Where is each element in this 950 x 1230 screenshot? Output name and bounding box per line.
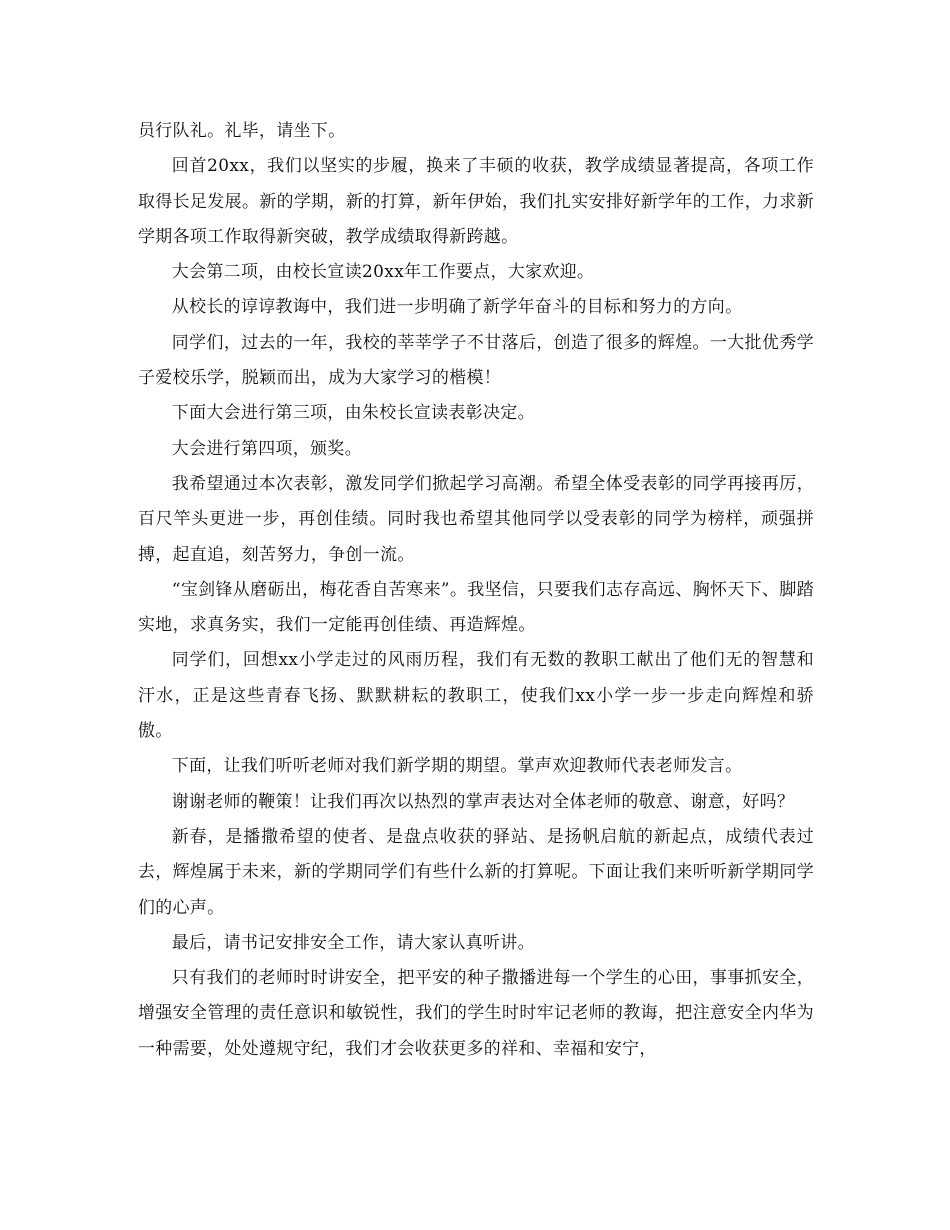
paragraph: 我希望通过本次表彰，激发同学们掀起学习高潮。希望全体受表彰的同学再接再厉，百尺竿头更进一步，再创佳绩。同时我也希望其他同学以受表彰的同学为榜样，顽强拼搏，起直追，刻苦努力，争创一流。 [138,472,814,564]
paragraph: 同学们，回想xx小学走过的风雨历程，我们有无数的教职工献出了他们无的智慧和汗水，正是这些青春飞扬、默默耕耘的教职工，使我们xx小学一步一步走向辉煌和骄傲。 [138,649,814,741]
paragraph: 大会进行第四项，颁奖。 [171,437,362,458]
paragraph: 最后，请书记安排安全工作，请大家认真听讲。 [171,931,535,952]
paragraph: 大会第二项，由校长宣读20xx年工作要点，大家欢迎。 [171,261,595,282]
paragraph: 回首20xx，我们以坚实的步履，换来了丰硕的收获，教学成绩显著提高，各项工作取得长足发展。新的学期，新的打算，新年伊始，我们扎实安排好新学年的工作，力求新学期各项工作取得新突破，教学成绩取得新跨越。 [138,155,814,246]
paragraph: 员行队礼。礼毕，请坐下。 [138,120,346,140]
paragraph: 只有我们的老师时时讲安全，把平安的种子撒播进每一个学生的心田，事事抓安全，增强安全管理的责任意识和敏锐性，我们的学生时时牢记老师的教诲，把注意安全内华为一种需要，处处遵规守纪，我们才会收获更多的祥和、幸福和安宁， [138,967,814,1058]
paragraph: “宝剑锋从磨砺出，梅花香自苦寒来”。我坚信，只要我们志存高远、胸怀天下、脚踏实地，求真务实，我们一定能再创佳绩、再造辉煌。 [138,578,814,635]
paragraph: 从校长的谆谆教诲中，我们进一步明确了新学年奋斗的目标和努力的方向。 [171,296,743,317]
paragraph: 谢谢老师的鞭策！让我们再次以热烈的掌声表达对全体老师的敬意、谢意，好吗？ [171,790,795,811]
paragraph: 新春，是播撒希望的使者、是盘点收获的驿站、是扬帆启航的新起点，成绩代表过去，辉煌属于未来，新的学期同学们有些什么新的打算呢。下面让我们来听听新学期同学们的心声。 [138,825,814,917]
paragraph: 下面，让我们听听老师对我们新学期的期望。掌声欢迎教师代表老师发言。 [171,755,743,776]
document-page [138,113,814,1066]
paragraph: 同学们，过去的一年，我校的莘莘学子不甘落后，创造了很多的辉煌。一大批优秀学子爱校乐学，脱颖而出，成为大家学习的楷模！ [138,331,814,388]
paragraph: 下面大会进行第三项，由朱校长宣读表彰决定。 [171,402,535,423]
